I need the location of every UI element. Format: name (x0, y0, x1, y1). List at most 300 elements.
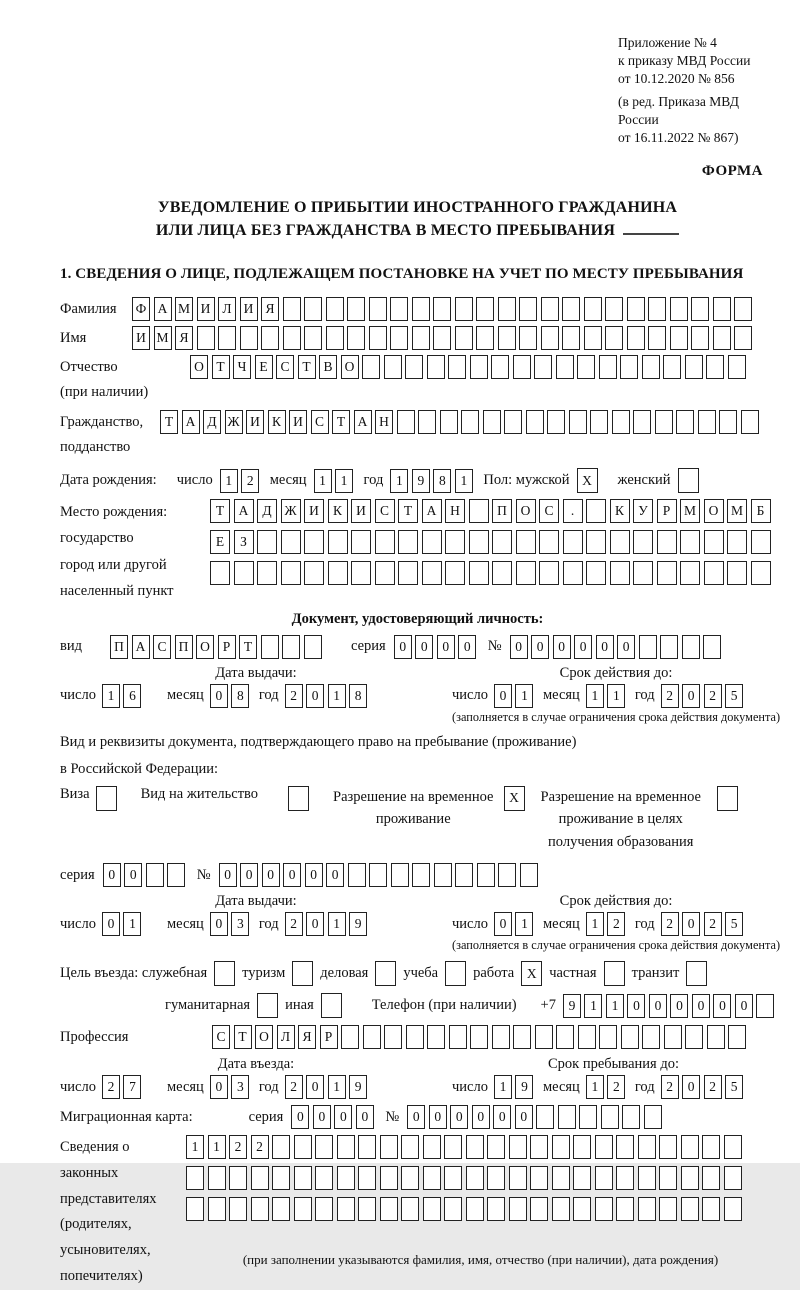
char-box[interactable] (541, 326, 559, 350)
char-box[interactable]: 0 (407, 1105, 425, 1129)
char-box[interactable]: 1 (390, 469, 408, 493)
char-box[interactable]: З (234, 530, 254, 554)
char-box[interactable] (536, 1105, 554, 1129)
char-box[interactable] (584, 297, 602, 321)
char-box[interactable] (294, 1197, 312, 1221)
char-box[interactable] (655, 410, 673, 434)
char-box[interactable] (605, 326, 623, 350)
char-box[interactable]: А (182, 410, 200, 434)
char-box[interactable] (513, 355, 531, 379)
char-box[interactable]: М (175, 297, 193, 321)
char-box[interactable] (466, 1166, 484, 1190)
char-box[interactable]: 0 (102, 912, 120, 936)
char-box[interactable]: 0 (692, 994, 710, 1018)
char-box[interactable]: 1 (335, 469, 353, 493)
char-box[interactable]: 0 (313, 1105, 331, 1129)
char-box[interactable] (659, 1197, 677, 1221)
char-box[interactable]: 2 (704, 684, 722, 708)
char-box[interactable]: И (304, 499, 324, 523)
char-box[interactable]: 0 (124, 863, 142, 887)
char-box[interactable]: Р (218, 635, 236, 659)
char-box[interactable]: 9 (515, 1075, 533, 1099)
char-box[interactable] (599, 1025, 617, 1049)
char-box[interactable]: 0 (415, 635, 433, 659)
char-box[interactable]: 8 (433, 469, 451, 493)
char-box[interactable] (341, 1025, 359, 1049)
char-box[interactable] (487, 1135, 505, 1159)
char-box[interactable] (562, 326, 580, 350)
char-box[interactable] (492, 561, 512, 585)
char-box[interactable]: И (289, 410, 307, 434)
char-box[interactable] (257, 530, 277, 554)
char-box[interactable]: 0 (210, 1075, 228, 1099)
char-box[interactable]: 5 (725, 684, 743, 708)
char-box[interactable] (351, 530, 371, 554)
char-box[interactable] (717, 786, 738, 811)
char-box[interactable] (657, 530, 677, 554)
char-box[interactable] (616, 1135, 634, 1159)
char-box[interactable] (444, 1166, 462, 1190)
char-box[interactable] (685, 355, 703, 379)
char-box[interactable]: Р (320, 1025, 338, 1049)
char-box[interactable] (539, 530, 559, 554)
char-box[interactable] (186, 1166, 204, 1190)
char-box[interactable]: Е (255, 355, 273, 379)
char-box[interactable] (326, 326, 344, 350)
char-box[interactable]: 0 (494, 912, 512, 936)
char-box[interactable] (638, 1166, 656, 1190)
char-box[interactable] (682, 635, 700, 659)
char-box[interactable] (476, 326, 494, 350)
char-box[interactable] (698, 410, 716, 434)
char-box[interactable] (423, 1197, 441, 1221)
char-box[interactable] (412, 863, 430, 887)
char-box[interactable]: 2 (285, 1075, 303, 1099)
char-box[interactable]: 0 (429, 1105, 447, 1129)
char-box[interactable] (257, 993, 278, 1018)
char-box[interactable] (504, 410, 522, 434)
char-box[interactable]: 1 (123, 912, 141, 936)
char-box[interactable]: 1 (586, 912, 604, 936)
char-box[interactable]: 2 (704, 912, 722, 936)
char-box[interactable] (539, 561, 559, 585)
char-box[interactable] (586, 561, 606, 585)
char-box[interactable]: С (539, 499, 559, 523)
char-box[interactable] (469, 499, 489, 523)
char-box[interactable]: 0 (450, 1105, 468, 1129)
char-box[interactable]: 1 (606, 994, 624, 1018)
char-box[interactable]: 0 (262, 863, 280, 887)
char-box[interactable] (621, 1025, 639, 1049)
char-box[interactable] (577, 355, 595, 379)
char-box[interactable]: И (351, 499, 371, 523)
char-box[interactable]: И (132, 326, 150, 350)
char-box[interactable] (516, 530, 536, 554)
char-box[interactable] (337, 1135, 355, 1159)
char-box[interactable] (638, 1135, 656, 1159)
char-box[interactable]: К (610, 499, 630, 523)
char-box[interactable] (423, 1166, 441, 1190)
char-box[interactable]: Т (398, 499, 418, 523)
char-box[interactable]: X (504, 786, 525, 811)
char-box[interactable]: П (175, 635, 193, 659)
char-box[interactable] (461, 410, 479, 434)
char-box[interactable]: У (633, 499, 653, 523)
char-box[interactable] (427, 1025, 445, 1049)
char-box[interactable]: 8 (349, 684, 367, 708)
char-box[interactable]: О (190, 355, 208, 379)
char-box[interactable] (304, 635, 322, 659)
char-box[interactable] (660, 635, 678, 659)
char-box[interactable]: А (132, 635, 150, 659)
char-box[interactable] (616, 1166, 634, 1190)
char-box[interactable]: 0 (596, 635, 614, 659)
char-box[interactable] (595, 1135, 613, 1159)
char-box[interactable] (681, 1166, 699, 1190)
char-box[interactable]: 1 (584, 994, 602, 1018)
char-box[interactable] (605, 297, 623, 321)
char-box[interactable]: 0 (515, 1105, 533, 1129)
char-box[interactable] (601, 1105, 619, 1129)
char-box[interactable] (498, 326, 516, 350)
char-box[interactable] (642, 1025, 660, 1049)
char-box[interactable] (469, 530, 489, 554)
char-box[interactable]: 0 (627, 994, 645, 1018)
char-box[interactable] (648, 326, 666, 350)
char-box[interactable]: О (704, 499, 724, 523)
char-box[interactable]: 8 (231, 684, 249, 708)
char-box[interactable] (586, 499, 606, 523)
char-box[interactable] (294, 1166, 312, 1190)
char-box[interactable]: 5 (725, 912, 743, 936)
char-box[interactable]: 1 (515, 912, 533, 936)
char-box[interactable]: 1 (455, 469, 473, 493)
char-box[interactable]: 2 (704, 1075, 722, 1099)
char-box[interactable]: 7 (123, 1075, 141, 1099)
char-box[interactable] (627, 297, 645, 321)
char-box[interactable] (455, 863, 473, 887)
char-box[interactable] (470, 355, 488, 379)
char-box[interactable] (369, 326, 387, 350)
char-box[interactable] (423, 1135, 441, 1159)
char-box[interactable] (208, 1197, 226, 1221)
char-box[interactable] (418, 410, 436, 434)
char-box[interactable] (707, 1025, 725, 1049)
char-box[interactable] (633, 561, 653, 585)
char-box[interactable]: 1 (607, 684, 625, 708)
char-box[interactable] (483, 410, 501, 434)
char-box[interactable]: П (492, 499, 512, 523)
char-box[interactable] (734, 297, 752, 321)
char-box[interactable]: 0 (240, 863, 258, 887)
char-box[interactable] (466, 1135, 484, 1159)
char-box[interactable] (526, 410, 544, 434)
char-box[interactable] (328, 561, 348, 585)
char-box[interactable]: О (516, 499, 536, 523)
char-box[interactable] (586, 530, 606, 554)
char-box[interactable] (612, 410, 630, 434)
char-box[interactable]: С (212, 1025, 230, 1049)
char-box[interactable]: 2 (607, 1075, 625, 1099)
char-box[interactable] (449, 1025, 467, 1049)
char-box[interactable]: Т (212, 355, 230, 379)
char-box[interactable] (197, 326, 215, 350)
char-box[interactable]: 2 (661, 912, 679, 936)
char-box[interactable] (491, 355, 509, 379)
char-box[interactable] (590, 410, 608, 434)
char-box[interactable] (685, 1025, 703, 1049)
char-box[interactable] (734, 326, 752, 350)
char-box[interactable] (405, 355, 423, 379)
char-box[interactable]: 0 (210, 684, 228, 708)
char-box[interactable]: Я (298, 1025, 316, 1049)
char-box[interactable]: 2 (661, 684, 679, 708)
char-box[interactable]: 1 (515, 684, 533, 708)
char-box[interactable]: 1 (494, 1075, 512, 1099)
char-box[interactable] (369, 297, 387, 321)
char-box[interactable]: 0 (306, 1075, 324, 1099)
char-box[interactable]: И (246, 410, 264, 434)
char-box[interactable]: Н (445, 499, 465, 523)
char-box[interactable] (412, 297, 430, 321)
char-box[interactable] (304, 297, 322, 321)
char-box[interactable] (380, 1197, 398, 1221)
char-box[interactable] (556, 355, 574, 379)
char-box[interactable] (659, 1166, 677, 1190)
char-box[interactable]: М (680, 499, 700, 523)
char-box[interactable]: 2 (285, 684, 303, 708)
char-box[interactable]: 2 (229, 1135, 247, 1159)
char-box[interactable] (272, 1166, 290, 1190)
char-box[interactable] (186, 1197, 204, 1221)
char-box[interactable] (498, 863, 516, 887)
char-box[interactable]: К (328, 499, 348, 523)
char-box[interactable]: 0 (670, 994, 688, 1018)
char-box[interactable] (469, 561, 489, 585)
char-box[interactable] (498, 297, 516, 321)
char-box[interactable] (681, 1135, 699, 1159)
char-box[interactable] (398, 530, 418, 554)
char-box[interactable]: 9 (563, 994, 581, 1018)
char-box[interactable]: 3 (231, 1075, 249, 1099)
char-box[interactable]: Т (210, 499, 230, 523)
char-box[interactable] (691, 326, 709, 350)
char-box[interactable] (444, 1197, 462, 1221)
char-box[interactable]: Ч (233, 355, 251, 379)
char-box[interactable]: О (341, 355, 359, 379)
char-box[interactable] (448, 355, 466, 379)
char-box[interactable] (397, 410, 415, 434)
char-box[interactable] (476, 297, 494, 321)
char-box[interactable] (579, 1105, 597, 1129)
char-box[interactable] (719, 410, 737, 434)
char-box[interactable]: С (311, 410, 329, 434)
char-box[interactable]: А (234, 499, 254, 523)
char-box[interactable]: 0 (649, 994, 667, 1018)
char-box[interactable] (702, 1135, 720, 1159)
char-box[interactable]: 6 (123, 684, 141, 708)
char-box[interactable] (509, 1166, 527, 1190)
char-box[interactable] (272, 1197, 290, 1221)
char-box[interactable] (328, 530, 348, 554)
char-box[interactable]: 2 (241, 469, 259, 493)
char-box[interactable] (492, 530, 512, 554)
char-box[interactable] (487, 1197, 505, 1221)
char-box[interactable]: Я (175, 326, 193, 350)
char-box[interactable]: 1 (328, 1075, 346, 1099)
char-box[interactable] (659, 1135, 677, 1159)
char-box[interactable] (633, 530, 653, 554)
char-box[interactable]: 0 (531, 635, 549, 659)
char-box[interactable]: X (521, 961, 542, 986)
char-box[interactable]: Б (751, 499, 771, 523)
char-box[interactable] (433, 297, 451, 321)
char-box[interactable] (509, 1197, 527, 1221)
char-box[interactable] (401, 1166, 419, 1190)
char-box[interactable] (375, 961, 396, 986)
char-box[interactable] (167, 863, 185, 887)
char-box[interactable] (584, 326, 602, 350)
char-box[interactable] (657, 561, 677, 585)
char-box[interactable] (578, 1025, 596, 1049)
char-box[interactable] (218, 326, 236, 350)
char-box[interactable] (351, 561, 371, 585)
char-box[interactable] (552, 1197, 570, 1221)
char-box[interactable]: 0 (291, 1105, 309, 1129)
char-box[interactable] (315, 1135, 333, 1159)
char-box[interactable]: X (577, 468, 598, 493)
char-box[interactable] (96, 786, 117, 811)
char-box[interactable] (724, 1135, 742, 1159)
char-box[interactable] (380, 1166, 398, 1190)
char-box[interactable] (384, 1025, 402, 1049)
char-box[interactable] (326, 297, 344, 321)
char-box[interactable] (422, 561, 442, 585)
char-box[interactable]: Н (375, 410, 393, 434)
char-box[interactable] (321, 993, 342, 1018)
char-box[interactable]: Р (657, 499, 677, 523)
char-box[interactable] (563, 561, 583, 585)
char-box[interactable] (401, 1135, 419, 1159)
char-box[interactable]: 2 (251, 1135, 269, 1159)
char-box[interactable] (535, 1025, 553, 1049)
char-box[interactable]: А (154, 297, 172, 321)
char-box[interactable] (492, 1025, 510, 1049)
char-box[interactable] (281, 530, 301, 554)
char-box[interactable]: 0 (682, 1075, 700, 1099)
char-box[interactable]: Д (257, 499, 277, 523)
char-box[interactable] (610, 530, 630, 554)
char-box[interactable] (620, 355, 638, 379)
char-box[interactable] (616, 1197, 634, 1221)
char-box[interactable]: Л (218, 297, 236, 321)
char-box[interactable]: О (196, 635, 214, 659)
char-box[interactable] (610, 561, 630, 585)
char-box[interactable] (727, 561, 747, 585)
char-box[interactable] (558, 1105, 576, 1129)
char-box[interactable] (670, 297, 688, 321)
char-box[interactable] (644, 1105, 662, 1129)
char-box[interactable]: 0 (682, 912, 700, 936)
char-box[interactable] (516, 561, 536, 585)
char-box[interactable] (422, 530, 442, 554)
char-box[interactable]: 0 (574, 635, 592, 659)
char-box[interactable]: Ф (132, 297, 150, 321)
char-box[interactable] (563, 530, 583, 554)
char-box[interactable]: 0 (553, 635, 571, 659)
char-box[interactable] (257, 561, 277, 585)
char-box[interactable] (519, 297, 537, 321)
char-box[interactable] (678, 468, 699, 493)
char-box[interactable] (681, 1197, 699, 1221)
char-box[interactable] (283, 326, 301, 350)
char-box[interactable] (604, 961, 625, 986)
char-box[interactable] (272, 1135, 290, 1159)
char-box[interactable] (552, 1135, 570, 1159)
char-box[interactable]: . (563, 499, 583, 523)
char-box[interactable] (534, 355, 552, 379)
char-box[interactable] (315, 1166, 333, 1190)
char-box[interactable]: 0 (510, 635, 528, 659)
char-box[interactable] (680, 530, 700, 554)
char-box[interactable] (358, 1166, 376, 1190)
char-box[interactable] (208, 1166, 226, 1190)
char-box[interactable] (214, 961, 235, 986)
char-box[interactable] (445, 961, 466, 986)
char-box[interactable]: 5 (725, 1075, 743, 1099)
char-box[interactable] (304, 530, 324, 554)
char-box[interactable]: 0 (494, 684, 512, 708)
char-box[interactable] (281, 561, 301, 585)
char-box[interactable] (741, 410, 759, 434)
char-box[interactable] (315, 1197, 333, 1221)
char-box[interactable] (229, 1197, 247, 1221)
char-box[interactable]: 1 (208, 1135, 226, 1159)
char-box[interactable] (713, 326, 731, 350)
char-box[interactable] (294, 1135, 312, 1159)
char-box[interactable] (519, 326, 537, 350)
char-box[interactable] (347, 297, 365, 321)
char-box[interactable] (455, 297, 473, 321)
char-box[interactable]: 2 (607, 912, 625, 936)
char-box[interactable] (251, 1166, 269, 1190)
char-box[interactable] (686, 961, 707, 986)
char-box[interactable] (288, 786, 309, 811)
char-box[interactable] (445, 530, 465, 554)
char-box[interactable]: Ж (225, 410, 243, 434)
char-box[interactable] (337, 1166, 355, 1190)
char-box[interactable] (633, 410, 651, 434)
char-box[interactable] (622, 1105, 640, 1129)
char-box[interactable] (691, 297, 709, 321)
char-box[interactable] (304, 561, 324, 585)
char-box[interactable]: Л (277, 1025, 295, 1049)
char-box[interactable]: 1 (186, 1135, 204, 1159)
char-box[interactable] (261, 326, 279, 350)
char-box[interactable] (704, 561, 724, 585)
char-box[interactable]: 0 (356, 1105, 374, 1129)
char-box[interactable] (751, 561, 771, 585)
char-box[interactable] (369, 863, 387, 887)
char-box[interactable] (547, 410, 565, 434)
char-box[interactable] (573, 1135, 591, 1159)
char-box[interactable] (756, 994, 774, 1018)
char-box[interactable] (530, 1166, 548, 1190)
char-box[interactable] (573, 1166, 591, 1190)
char-box[interactable]: Е (210, 530, 230, 554)
char-box[interactable] (261, 635, 279, 659)
char-box[interactable]: Т (298, 355, 316, 379)
